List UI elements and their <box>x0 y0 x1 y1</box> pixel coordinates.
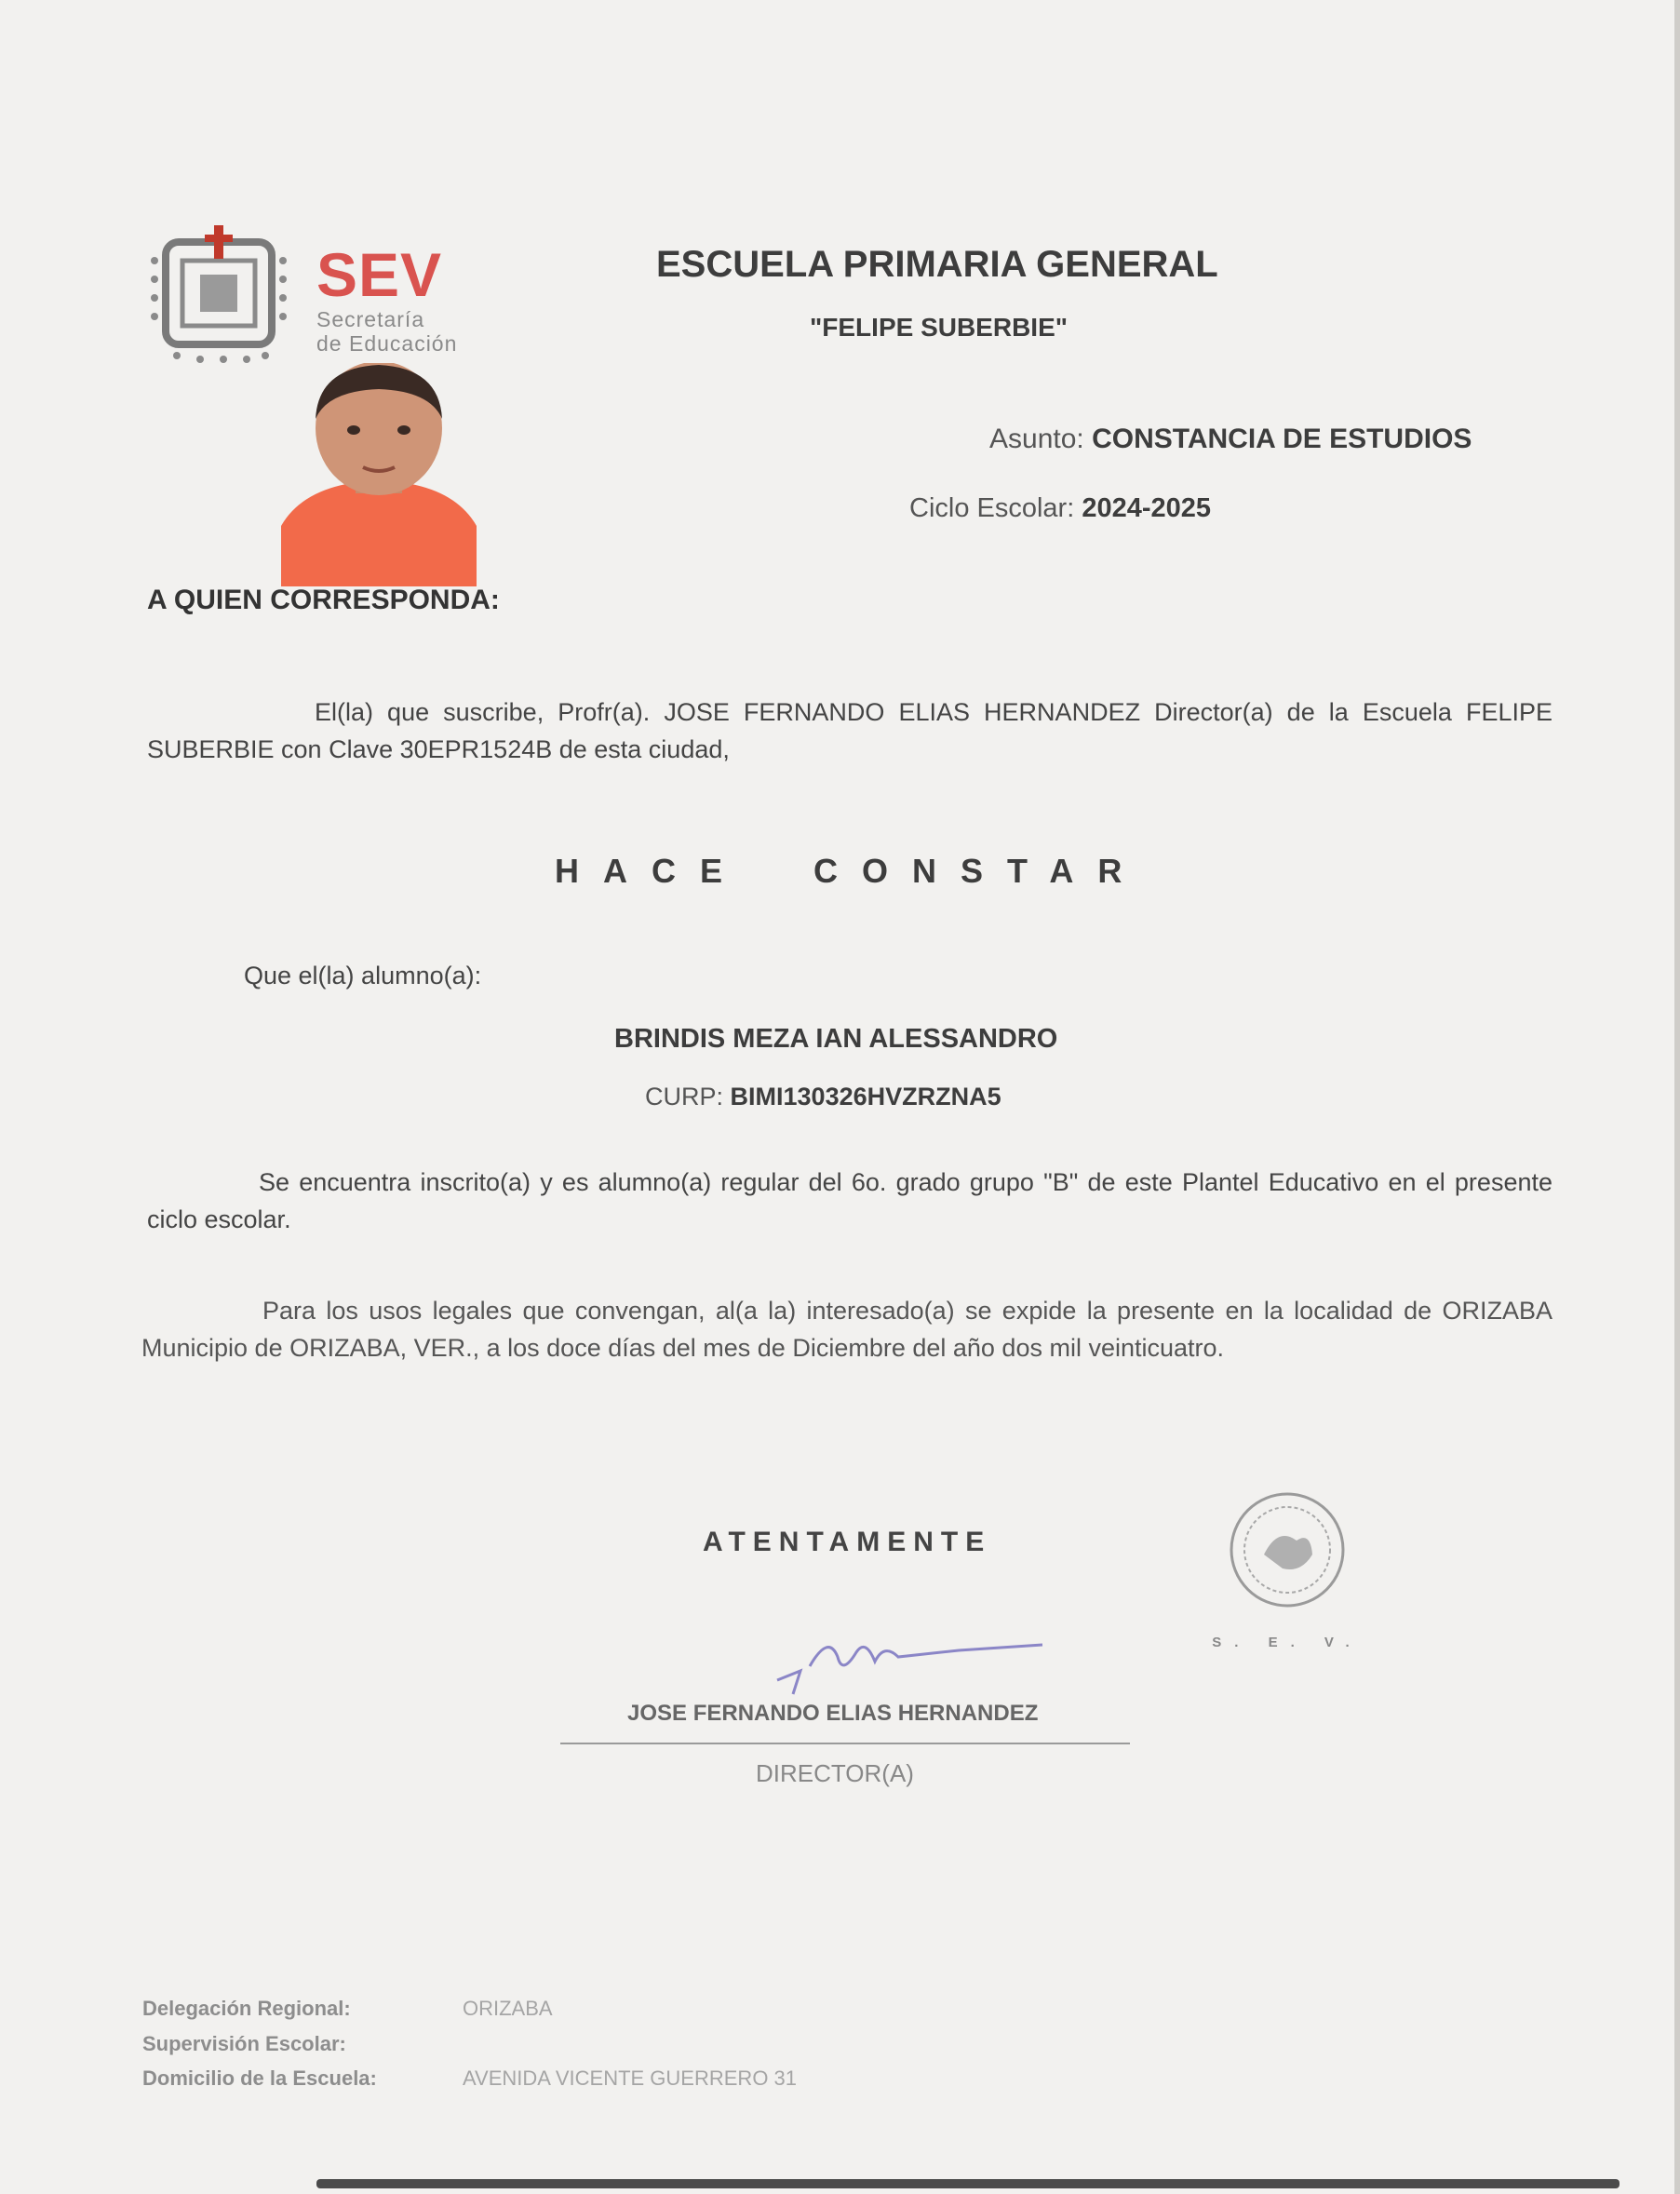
signature-line <box>560 1743 1130 1744</box>
footer-value-address: AVENIDA VICENTE GUERRERO 31 <box>463 2066 798 2090</box>
director-name: JOSE FERNANDO ELIAS HERNANDEZ <box>627 1701 1039 1726</box>
enrollment-paragraph: Se encuentra inscrito(a) y es alumno(a) regular del 6o. grado grupo "B" de este Plantel Educativo en el presente ciclo escolar. <box>147 1168 1552 1233</box>
subject-label: Asunto: <box>989 424 1084 454</box>
curp-value: BIMI130326HVZRZNA5 <box>730 1083 1001 1110</box>
subject-value: CONSTANCIA DE ESTUDIOS <box>1092 424 1472 454</box>
student-photo <box>281 363 477 586</box>
student-intro: Que el(la) alumno(a): <box>244 962 482 989</box>
cycle-value: 2024-2025 <box>1082 493 1212 523</box>
sev-subtitle-1: Secretaría <box>316 307 425 331</box>
subject-line <box>989 424 1472 455</box>
curp-label: CURP: <box>645 1083 724 1110</box>
sev-title: SEV <box>316 240 443 309</box>
footer-label-supervision: Supervisión Escolar: <box>142 2032 346 2055</box>
sev-crest-logo <box>149 223 289 363</box>
cycle-label: Ciclo Escolar: <box>909 493 1075 523</box>
school-name: ESCUELA PRIMARIA GENERAL <box>656 244 1218 285</box>
sev-subtitle-2: de Educación <box>316 331 458 356</box>
footer-label-delegation: Delegación Regional: <box>142 1997 351 2020</box>
footer-label-address: Domicilio de la Escuela: <box>142 2066 377 2090</box>
legal-use-paragraph: Para los usos legales que convengan, al(a la) interesado(a) se expide la presente en la localidad de ORIZABA Municipio de ORIZABA, VER., a los doce días del mes de Diciembre del año dos mil veinticuatro. <box>141 1297 1552 1362</box>
curp-line <box>645 1083 1001 1111</box>
closing: ATENTAMENTE <box>703 1527 992 1557</box>
certify-heading: HACE CONSTAR <box>555 852 1147 890</box>
page-edge <box>1674 0 1680 2194</box>
director-signature <box>773 1615 1052 1699</box>
official-seal <box>1227 1489 1348 1610</box>
stamp-line: S. E. V. <box>1212 1635 1363 1650</box>
school-cycle-line <box>909 493 1211 524</box>
school-subtitle: "FELIPE SUBERBIE" <box>810 313 1068 342</box>
director-role: DIRECTOR(A) <box>756 1759 914 1787</box>
footer-value-delegation: ORIZABA <box>463 1997 553 2020</box>
salutation: A QUIEN CORRESPONDA: <box>147 585 500 615</box>
student-name: BRINDIS MEZA IAN ALESSANDRO <box>614 1024 1058 1054</box>
page-bottom-shadow <box>316 2179 1620 2188</box>
intro-paragraph: El(la) que suscribe, Profr(a). JOSE FERNANDO ELIAS HERNANDEZ Director(a) de la Escuela FELIPE SUBERBIE con Clave 30EPR1524B de esta ciudad, <box>147 698 1552 763</box>
